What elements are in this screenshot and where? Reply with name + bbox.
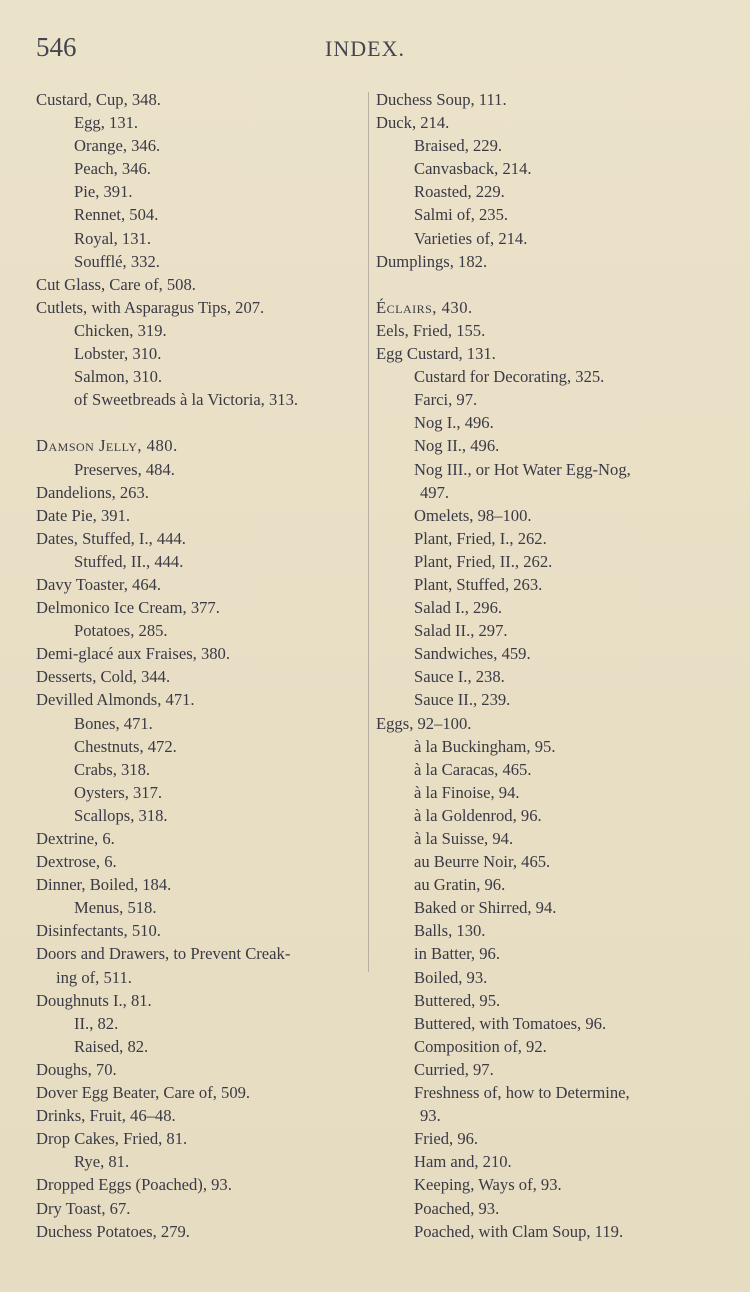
index-entry: Sauce I., 238. (414, 667, 505, 687)
index-entry: Braised, 229. (414, 136, 503, 156)
index-entry: Plant, Fried, II., 262. (414, 551, 553, 571)
index-entry: Rennet, 504. (74, 205, 159, 225)
page-number: 546 (36, 32, 77, 62)
index-entry: Buttered, with Tomatoes, 96. (414, 1013, 607, 1033)
index-entry: of Sweetbreads à la Victoria, 313. (74, 390, 299, 410)
index-entry: Dates, Stuffed, I., 444. (36, 528, 186, 548)
index-entry: 497. (420, 482, 450, 502)
index-entry: Davy Toaster, 464. (36, 574, 162, 594)
index-entry: Chestnuts, 472. (74, 736, 177, 756)
index-entry: Boiled, 93. (414, 967, 488, 987)
index-entry: in Batter, 96. (414, 944, 500, 964)
index-entry: Sandwiches, 459. (414, 644, 531, 664)
index-entry: Orange, 346. (74, 136, 161, 156)
index-entry: Doors and Drawers, to Prevent Creak- (36, 944, 291, 964)
index-entry: 93. (420, 1106, 441, 1126)
index-entry: Doughnuts I., 81. (36, 990, 152, 1010)
index-entry: Raised, 82. (74, 1036, 149, 1056)
index-entry: Poached, with Clam Soup, 119. (414, 1221, 624, 1241)
index-entry: Salad II., 297. (414, 621, 508, 641)
index-entry: Dextrose, 6. (36, 852, 117, 872)
index-entry: Dover Egg Beater, Care of, 509. (36, 1083, 251, 1103)
index-entry: Dumplings, 182. (376, 251, 488, 271)
index-entry: Nog I., 496. (414, 413, 494, 433)
index-entry: Stuffed, II., 444. (74, 551, 184, 571)
index-entry: Cutlets, with Asparagus Tips, 207. (36, 297, 265, 317)
index-entry: Disinfectants, 510. (36, 921, 161, 941)
index-entry: Ham and, 210. (414, 1152, 512, 1172)
index-entry: à la Caracas, 465. (414, 759, 532, 779)
index-entry: Fried, 96. (414, 1129, 479, 1149)
index-entry: Lobster, 310. (74, 344, 162, 364)
index-entry: Egg Custard, 131. (376, 344, 496, 364)
index-entry: Canvasback, 214. (414, 159, 532, 179)
index-entry: Rye, 81. (74, 1152, 130, 1172)
index-entry: Dinner, Boiled, 184. (36, 875, 172, 895)
index-entry: Salmi of, 235. (414, 205, 509, 225)
index-entry: Omelets, 98–100. (414, 505, 532, 525)
index-entry: Sauce II., 239. (414, 690, 511, 710)
index-entry: Cut Glass, Care of, 508. (36, 274, 196, 294)
index-entry: Oysters, 317. (74, 782, 163, 802)
index-entry: Poached, 93. (414, 1198, 500, 1218)
index-entry: au Beurre Noir, 465. (414, 852, 551, 872)
index-entry: Damson Jelly, 480. (36, 436, 178, 456)
index-entry: Peach, 346. (74, 159, 151, 179)
index-entry: Custard for Decorating, 325. (414, 367, 605, 387)
index-entry: Curried, 97. (414, 1059, 494, 1079)
index-entry: Eggs, 92–100. (376, 713, 472, 733)
index-entry: Buttered, 95. (414, 990, 501, 1010)
index-entry: Drop Cakes, Fried, 81. (36, 1129, 188, 1149)
index-entry: Crabs, 318. (74, 759, 151, 779)
index-entry: au Gratin, 96. (414, 875, 506, 895)
section-gap (376, 273, 736, 296)
index-entry: Composition of, 92. (414, 1036, 547, 1056)
index-entry: Egg, 131. (74, 113, 139, 133)
index-entry: Desserts, Cold, 344. (36, 667, 171, 687)
index-entry: Demi-glacé aux Fraises, 380. (36, 644, 230, 664)
column-divider (368, 92, 369, 972)
index-entry: Baked or Shirred, 94. (414, 898, 557, 918)
index-entry: Devilled Almonds, 471. (36, 690, 195, 710)
index-entry: Dextrine, 6. (36, 829, 115, 848)
index-entry: Dandelions, 263. (36, 482, 149, 502)
index-entry: Duck, 214. (376, 113, 450, 133)
index-entry: Salad I., 296. (414, 598, 503, 618)
running-title: INDEX. (325, 36, 405, 61)
index-entry: Freshness of, how to Determine, (414, 1083, 630, 1103)
index-entry: Drinks, Fruit, 46–48. (36, 1106, 176, 1126)
index-entry: Plant, Fried, I., 262. (414, 528, 547, 548)
index-entry: à la Suisse, 94. (414, 829, 514, 848)
index-entry: Farci, 97. (414, 390, 478, 410)
index-entry: Bones, 471. (74, 713, 153, 733)
index-entry: à la Goldenrod, 96. (414, 805, 542, 825)
index-entry: Scallops, 318. (74, 805, 168, 825)
index-entry: Nog III., or Hot Water Egg-Nog, (414, 459, 631, 479)
index-entry: Preserves, 484. (74, 459, 175, 479)
index-entry: Date Pie, 391. (36, 505, 131, 525)
index-entry: Balls, 130. (414, 921, 486, 941)
index-entry: Doughs, 70. (36, 1059, 117, 1079)
index-entry: Duchess Soup, 111. (376, 90, 507, 109)
index-entry: Eels, Fried, 155. (376, 320, 486, 340)
index-entry: Soufflé, 332. (74, 251, 160, 271)
section-gap (36, 411, 366, 434)
index-column-left (36, 88, 366, 1243)
page-header (0, 30, 750, 70)
index-entry: Salmon, 310. (74, 367, 163, 387)
index-entry: ing of, 511. (56, 967, 132, 987)
index-entry: Roasted, 229. (414, 182, 505, 202)
index-entry: Éclairs, 430. (376, 297, 473, 317)
index-entry: Duchess Potatoes, 279. (36, 1221, 190, 1241)
index-entry: Menus, 518. (74, 898, 157, 918)
index-entry: Pie, 391. (74, 182, 133, 202)
index-entry: Chicken, 319. (74, 320, 167, 340)
index-entry: Dropped Eggs (Poached), 93. (36, 1175, 232, 1195)
index-entry: à la Finoise, 94. (414, 782, 520, 802)
index-entry: Nog II., 496. (414, 436, 500, 456)
index-entry: II., 82. (74, 1013, 119, 1033)
index-column-right (376, 88, 736, 1243)
index-entry: Custard, Cup, 348. (36, 90, 161, 109)
index-entry: Potatoes, 285. (74, 621, 168, 641)
index-entry: Delmonico Ice Cream, 377. (36, 598, 220, 618)
index-entry: Varieties of, 214. (414, 228, 528, 248)
index-entry: à la Buckingham, 95. (414, 736, 556, 756)
index-entry: Royal, 131. (74, 228, 151, 248)
index-entry: Plant, Stuffed, 263. (414, 574, 543, 594)
index-entry: Dry Toast, 67. (36, 1198, 131, 1218)
index-entry: Keeping, Ways of, 93. (414, 1175, 562, 1195)
